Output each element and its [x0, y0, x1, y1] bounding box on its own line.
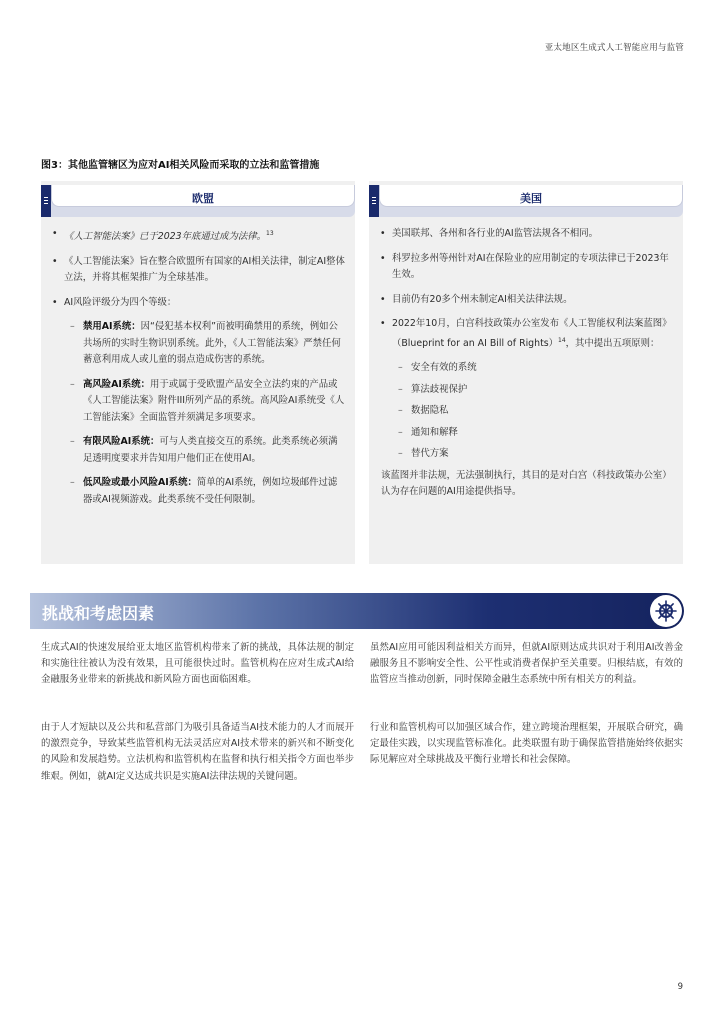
principle-item: – 安全有效的系统: [379, 360, 673, 377]
principle-item: – 数据隐私: [379, 403, 673, 420]
paragraph: 行业和监管机构可以加强区域合作，建立跨境治理框架，开展联合研究，确定最佳实践，以实现监管标准化。此类联盟有助于确保监管措施始终依据实际见解应对全球挑战及平衡行业增长和社会保障。: [370, 722, 683, 766]
list-icon: [369, 185, 379, 217]
paragraph: 虽然AI应用可能因利益相关方而异，但就AI原则达成共识对于利用AI改善金融服务且不影响安全性、公平性或消费者保护至关重要。归根结底，有效的监管应当推动创新，同时保障金融生态系统中所有相关方的利益。: [370, 642, 683, 686]
section-banner: [30, 593, 684, 629]
list-item: • 《人工智能法案》已于2023年底通过成为法律。$^{13}$: [51, 226, 345, 246]
us-panel-header: [369, 185, 683, 217]
list-item: • 2022年10月，白宫科技政策办公室发布《人工智能权利法案蓝图》（Blueprint for an AI Bill of Rights）$^{14}$，其中提出五项原则：: [379, 316, 673, 352]
risk-level-item: – 有限风险AI系统：可与人类直接交互的系统。此类系统必须满足透明度要求并告知用户他们正在使用AI。: [51, 434, 345, 467]
principle-item: – 通知和解释: [379, 425, 673, 442]
eu-panel-title: 欧盟: [192, 192, 214, 205]
eu-panel-header: [41, 185, 355, 217]
eu-panel: [41, 181, 355, 564]
risk-level-item: – 低风险或最小风险AI系统：简单的AI系统，例如垃圾邮件过滤器或AI视频游戏。此类系统不受任何限制。: [51, 475, 345, 508]
list-item: • AI风险评级分为四个等级：: [51, 295, 345, 312]
us-panel-title: 美国: [520, 192, 542, 205]
ship-wheel-icon: [650, 595, 682, 627]
eu-panel-body: [51, 226, 345, 516]
risk-level-item: – 禁用AI系统：因“侵犯基本权利”而被明确禁用的系统，例如公共场所的实时生物识别系统。此外，《人工智能法案》严禁任何蓄意利用成人或儿童的弱点造成伤害的系统。: [51, 319, 345, 369]
principle-item: – 替代方案: [379, 446, 673, 463]
list-item: • 《人工智能法案》旨在整合欧盟所有国家的AI相关法律，制定AI整体立法，并将其框架推广为全球基准。: [51, 254, 345, 287]
us-panel: [369, 181, 683, 564]
blueprint-note: 该蓝图并非法规，无法强制执行，其目的是对白宫（科技政策办公室）认为存在问题的AI用途提供指导。: [381, 469, 672, 498]
us-panel-body: [379, 226, 673, 501]
list-item: • 美国联邦、各州和各行业的AI监管法规各不相同。: [379, 226, 673, 243]
list-item: • 科罗拉多州等州针对AI在保险业的应用制定的专项法律已于2023年生效。: [379, 251, 673, 284]
list-icon: [41, 185, 51, 217]
principle-item: – 算法歧视保护: [379, 382, 673, 399]
list-item: • 目前仍有20多个州未制定AI相关法律法规。: [379, 292, 673, 309]
risk-level-item: – 高风险AI系统：用于或属于受欧盟产品安全立法约束的产品或《人工智能法案》附件III所列产品的系统。高风险AI系统受《人工智能法案》全面监管并须满足多项要求。: [51, 377, 345, 427]
running-header: 亚太地区生成式人工智能应用与监管: [544, 43, 684, 53]
paragraph: 生成式AI的快速发展给亚太地区监管机构带来了新的挑战，具体法规的制定和实施往往被认为没有效果，且可能很快过时。监管机构在应对生成式AI给金融服务业带来的新挑战和新风险方面也面临困难。: [41, 642, 354, 686]
paragraph: 由于人才短缺以及公共和私营部门为吸引具备适当AI技术能力的人才而展开的激烈竞争，导致某些监管机构无法灵活应对AI技术带来的新兴和不断变化的风险和发展趋势。立法机构和监管机构在监督和执行相关指令方面也举步维艰。例如，就AI定义达成共识是实施AI法律法规的关键问题。: [41, 722, 354, 782]
figure-title: 图3：其他监管辖区为应对AI相关风险而采取的立法和监管措施: [41, 160, 320, 171]
section-title: 挑战和考虑因素: [42, 604, 155, 623]
page-number: 9: [677, 982, 683, 992]
